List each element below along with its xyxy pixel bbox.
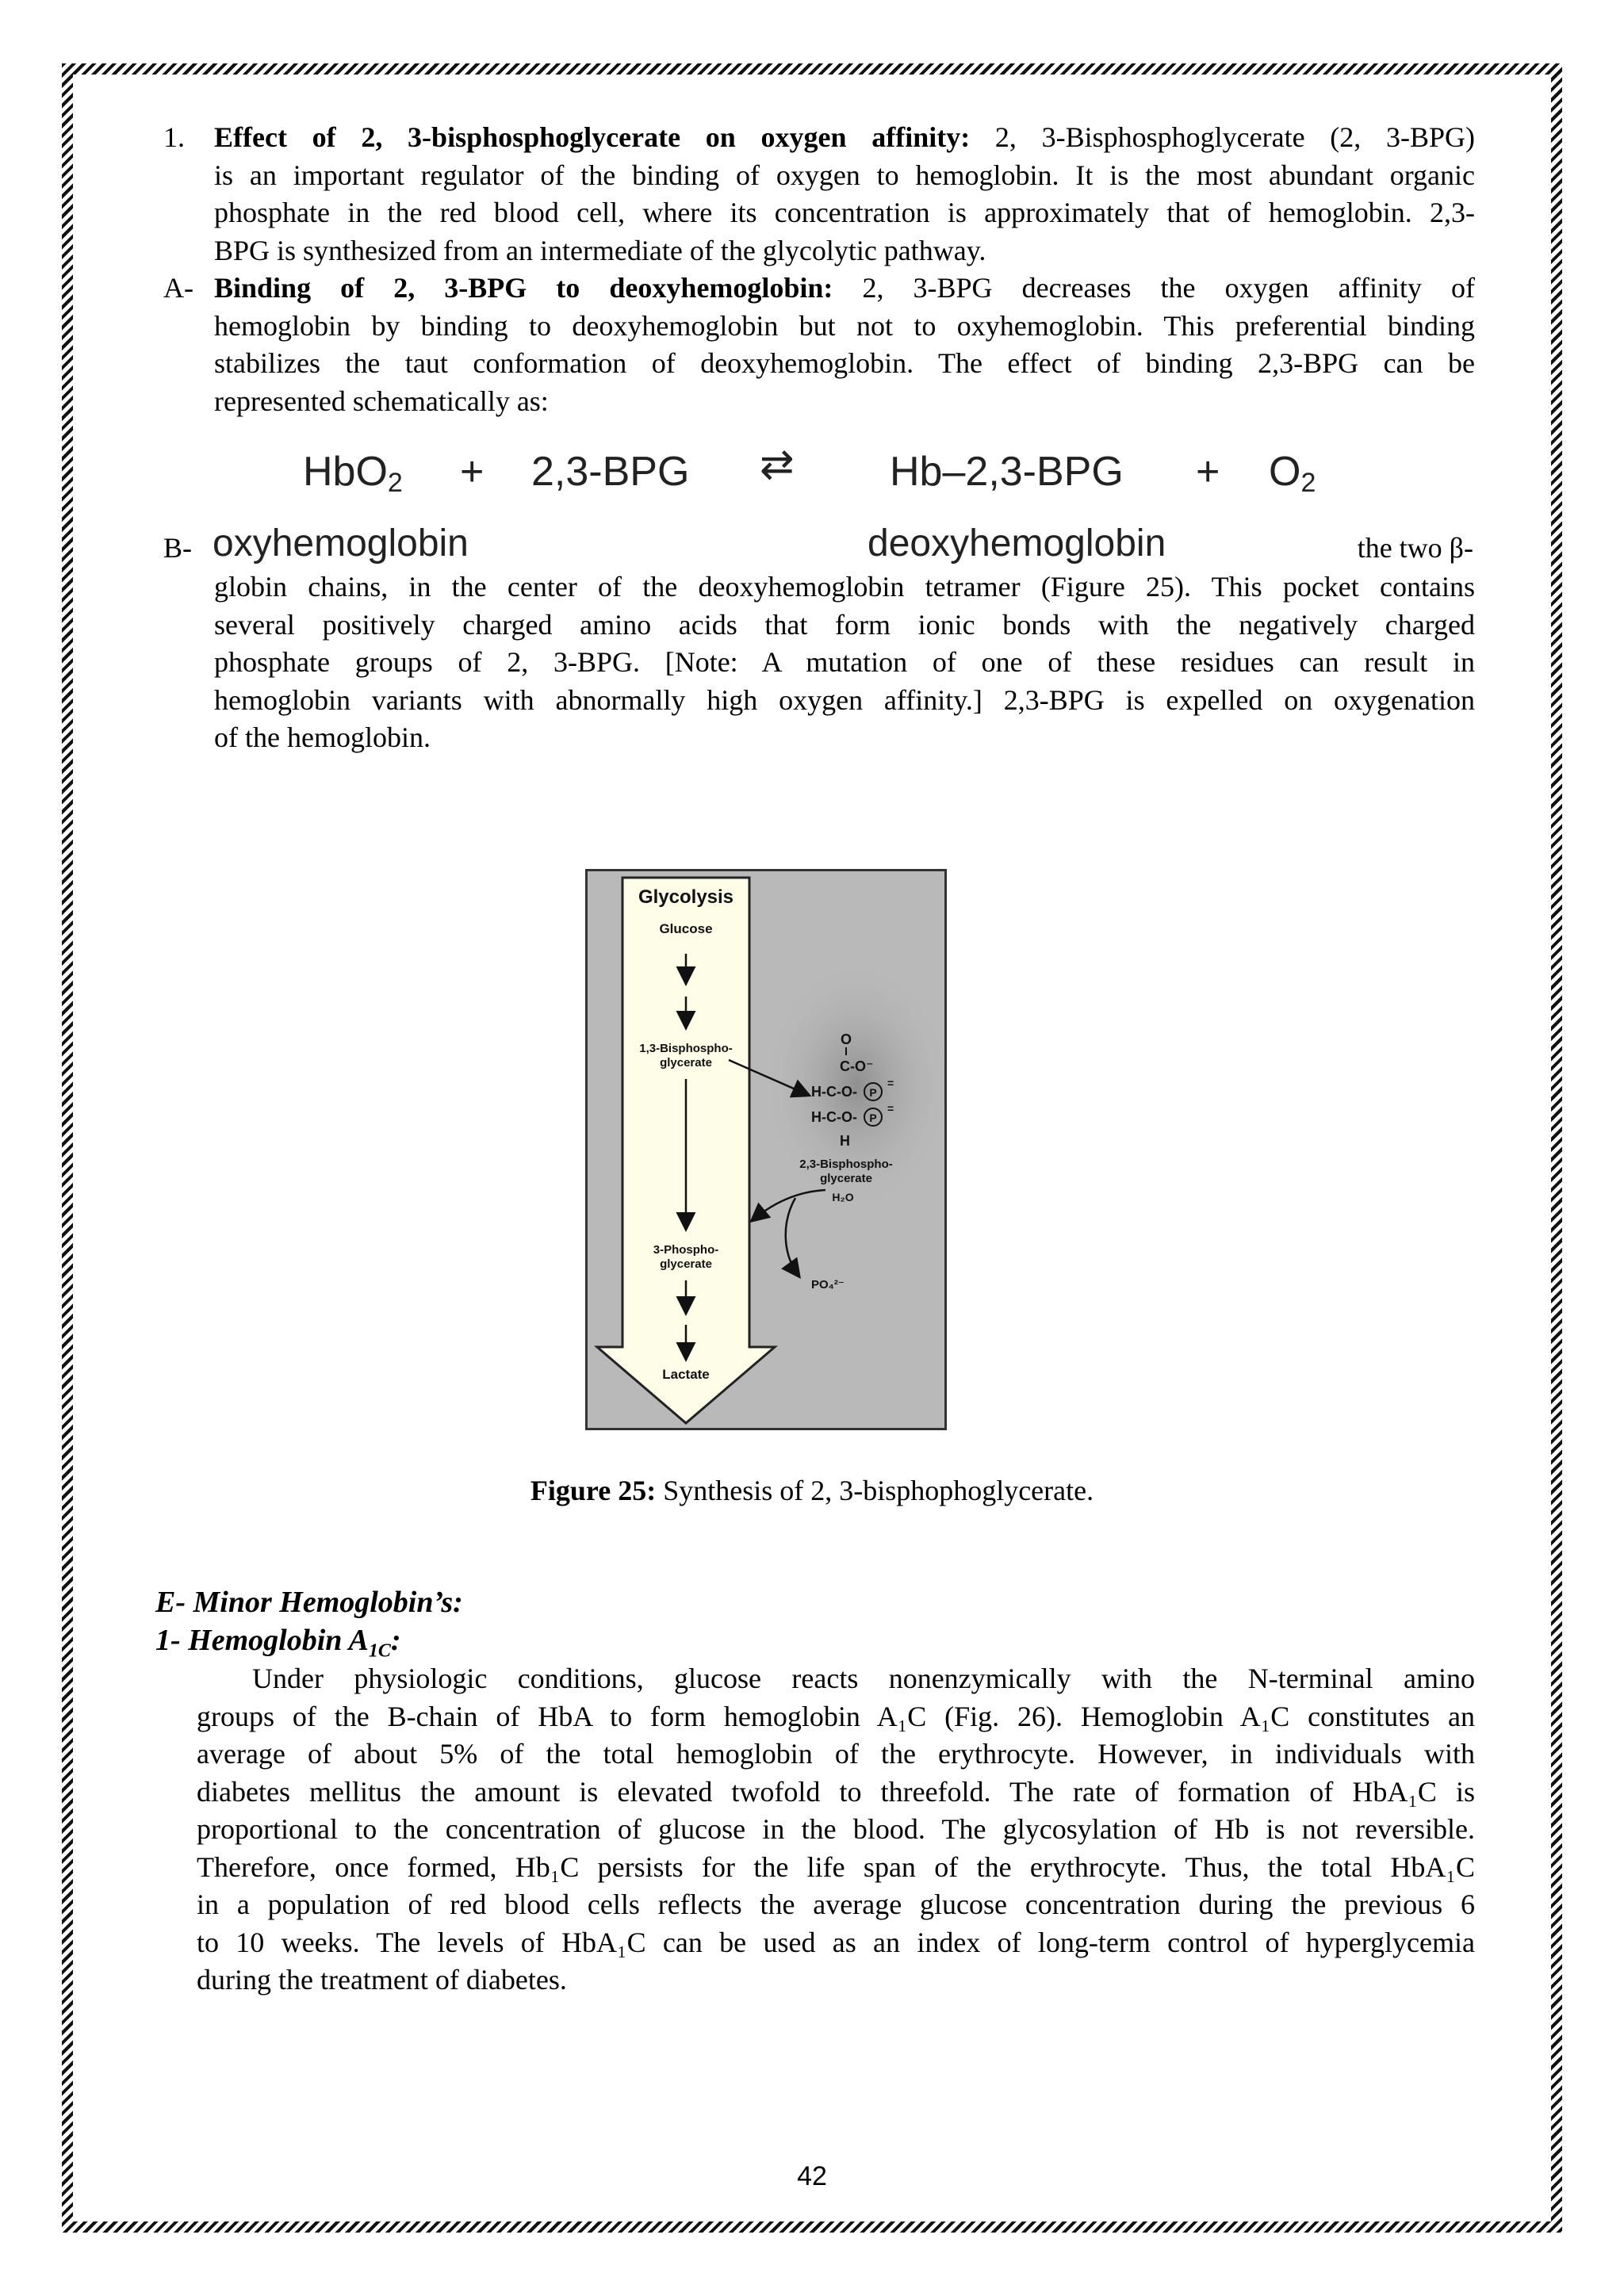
equation-hbo2: HbO$_2$	[303, 449, 403, 498]
section-b-marker: B-	[163, 532, 192, 564]
struct-oxygen: O	[840, 1031, 852, 1047]
struct-hydrogen: H	[840, 1133, 850, 1149]
hba1c-line-4: diabetes mellitus the amount is elevated twofold to threefold. The rate of formation of HbA₁C is	[197, 1775, 1475, 1808]
section-a-line-3: stabilizes the taut conformation of deoxyhemoglobin. The effect of binding 2,3-BPG can be	[214, 347, 1475, 379]
section-1-line-3: phosphate in the red blood cell, where its concentration is approximately that of hemoglobin. 2,3-	[214, 197, 1475, 228]
struct-hcop-1: H-C-O-	[811, 1084, 857, 1100]
figure-23bpg-line-1: 2,3-Bisphospho-	[799, 1158, 893, 1171]
hba1c-subheading: 1- Hemoglobin $A_{1C}$:	[155, 1624, 401, 1662]
section-b-line-3: several positively charged amino acids that form ionic bonds with the negatively charged	[214, 608, 1475, 641]
hba1c-paragraph	[197, 1660, 1475, 1999]
struct-hcop-2: H-C-O-	[811, 1109, 857, 1125]
section-b-paragraph	[214, 568, 1475, 757]
section-b-line-1-end: the two β-	[1357, 532, 1473, 564]
figure-water-label: H₂O	[832, 1191, 854, 1203]
hba1c-line-2: groups of the B-chain of HbA to form hemoglobin A₁C (Fig. 26). Hemoglobin A₁C constitutes an	[197, 1700, 1475, 1732]
section-a-paragraph	[214, 270, 1475, 420]
section-b-line-4: phosphate groups of 2, 3-BPG. [Note: A mutation of one of these residues can result in	[214, 646, 1475, 678]
figure-lactate-label: Lactate	[662, 1367, 710, 1382]
section-1-line-2: is an important regulator of the binding of oxygen to hemoglobin. It is the most abundant organic	[214, 159, 1475, 191]
section-a-line-1: Binding of 2, 3-BPG to deoxyhemoglobin: 2, 3-BPG decreases the oxygen affinity of	[214, 272, 1475, 304]
equation-label-deoxyhemoglobin: deoxyhemoglobin	[868, 522, 1166, 564]
section-a-heading: Binding of 2, 3-BPG to deoxyhemoglobin:	[214, 272, 833, 304]
section-1-heading: Effect of 2, 3-bisphosphoglycerate on oxygen affinity:	[214, 121, 971, 153]
section-a-marker: A-	[163, 272, 193, 304]
equation-plus-1: +	[460, 449, 485, 495]
figure-glucose-label: Glucose	[659, 921, 713, 936]
figure-phosphate-label: PO₄²⁻	[811, 1278, 845, 1292]
hba1c-line-1: Under physiologic conditions, glucose reacts nonenzymically with the N-terminal amino	[252, 1663, 1475, 1694]
hba1c-line-5: proportional to the concentration of glucose in the blood. The glycosylation of Hb is not reversible.	[197, 1813, 1475, 1845]
figure-title-glycolysis: Glycolysis	[638, 886, 734, 908]
phosphate-charge-2: =	[887, 1102, 894, 1115]
figure-caption: Figure 25: Synthesis of 2, 3-bisphophoglycerate.	[530, 1475, 1094, 1506]
glycolysis-diagram-svg	[588, 871, 944, 1428]
hba1c-line-8: to 10 weeks. The levels of HbA₁C can be used as an index of long-term control of hyperglycemia	[197, 1926, 1475, 1958]
figure-3pg-line-2: glycerate	[660, 1257, 712, 1271]
phosphate-p-2: P	[869, 1112, 877, 1124]
hba1c-line-9: during the treatment of diabetes.	[197, 1964, 567, 1996]
equation-hb-bpg: Hb–2,3-BPG	[890, 449, 1124, 495]
section-b-line-5: hemoglobin variants with abnormally high oxygen affinity.] 2,3-BPG is expelled on oxygenation	[214, 683, 1475, 716]
section-e-heading: E- Minor Hemoglobin’s:	[155, 1586, 463, 1619]
hba1c-line-3: average of about 5% of the total hemoglobin of the erythrocyte. However, in individuals with	[197, 1738, 1475, 1770]
equation-equilibrium-arrow: ⇄	[760, 442, 795, 488]
hba1c-line-7: in a population of red blood cells reflects the average glucose concentration during the previous 6	[197, 1888, 1475, 1920]
section-b-line-2: globin chains, in the center of the deoxyhemoglobin tetramer (Figure 25). This pocket contains	[214, 571, 1475, 603]
phosphate-release-arrow	[786, 1198, 799, 1276]
section-b-line-6: of the hemoglobin.	[214, 721, 431, 753]
figure-13bpg-line-1: 1,3-Bisphospho-	[639, 1042, 733, 1055]
figure-13bpg-line-2: glycerate	[660, 1056, 712, 1070]
section-1-line-4: BPG is synthesized from an intermediate of the glycolytic pathway.	[214, 234, 986, 266]
equation-plus-2: +	[1196, 449, 1220, 495]
section-a-line-4: represented schematically as:	[214, 385, 549, 417]
section-1-number: 1.	[163, 121, 185, 153]
phosphate-p-1: P	[869, 1086, 877, 1099]
figure-glycolysis-diagram	[585, 869, 947, 1430]
section-a-line-2: hemoglobin by binding to deoxyhemoglobin but not to oxyhemoglobin. This preferential binding	[214, 309, 1475, 342]
phosphate-charge-1: =	[887, 1077, 894, 1089]
section-1-line-1: Effect of 2, 3-bisphosphoglycerate on oxygen affinity: 2, 3-Bisphosphoglycerate (2, 3-BPG)	[214, 121, 1475, 153]
equation-bpg: 2,3-BPG	[531, 449, 690, 495]
struct-carboxylate: C-O⁻	[840, 1058, 874, 1074]
equation-o2: $O_2$	[1269, 449, 1316, 498]
figure-3pg-line-1: 3-Phospho-	[653, 1243, 719, 1257]
section-1-paragraph	[214, 119, 1475, 270]
equation-label-oxyhemoglobin: oxyhemoglobin	[213, 522, 469, 564]
figure-23bpg-line-2: glycerate	[820, 1172, 872, 1185]
hba1c-line-6: Therefore, once formed, Hb₁C persists for the life span of the erythrocyte. Thus, the total HbA₁C	[197, 1850, 1475, 1883]
page-number: 42	[797, 2161, 827, 2191]
